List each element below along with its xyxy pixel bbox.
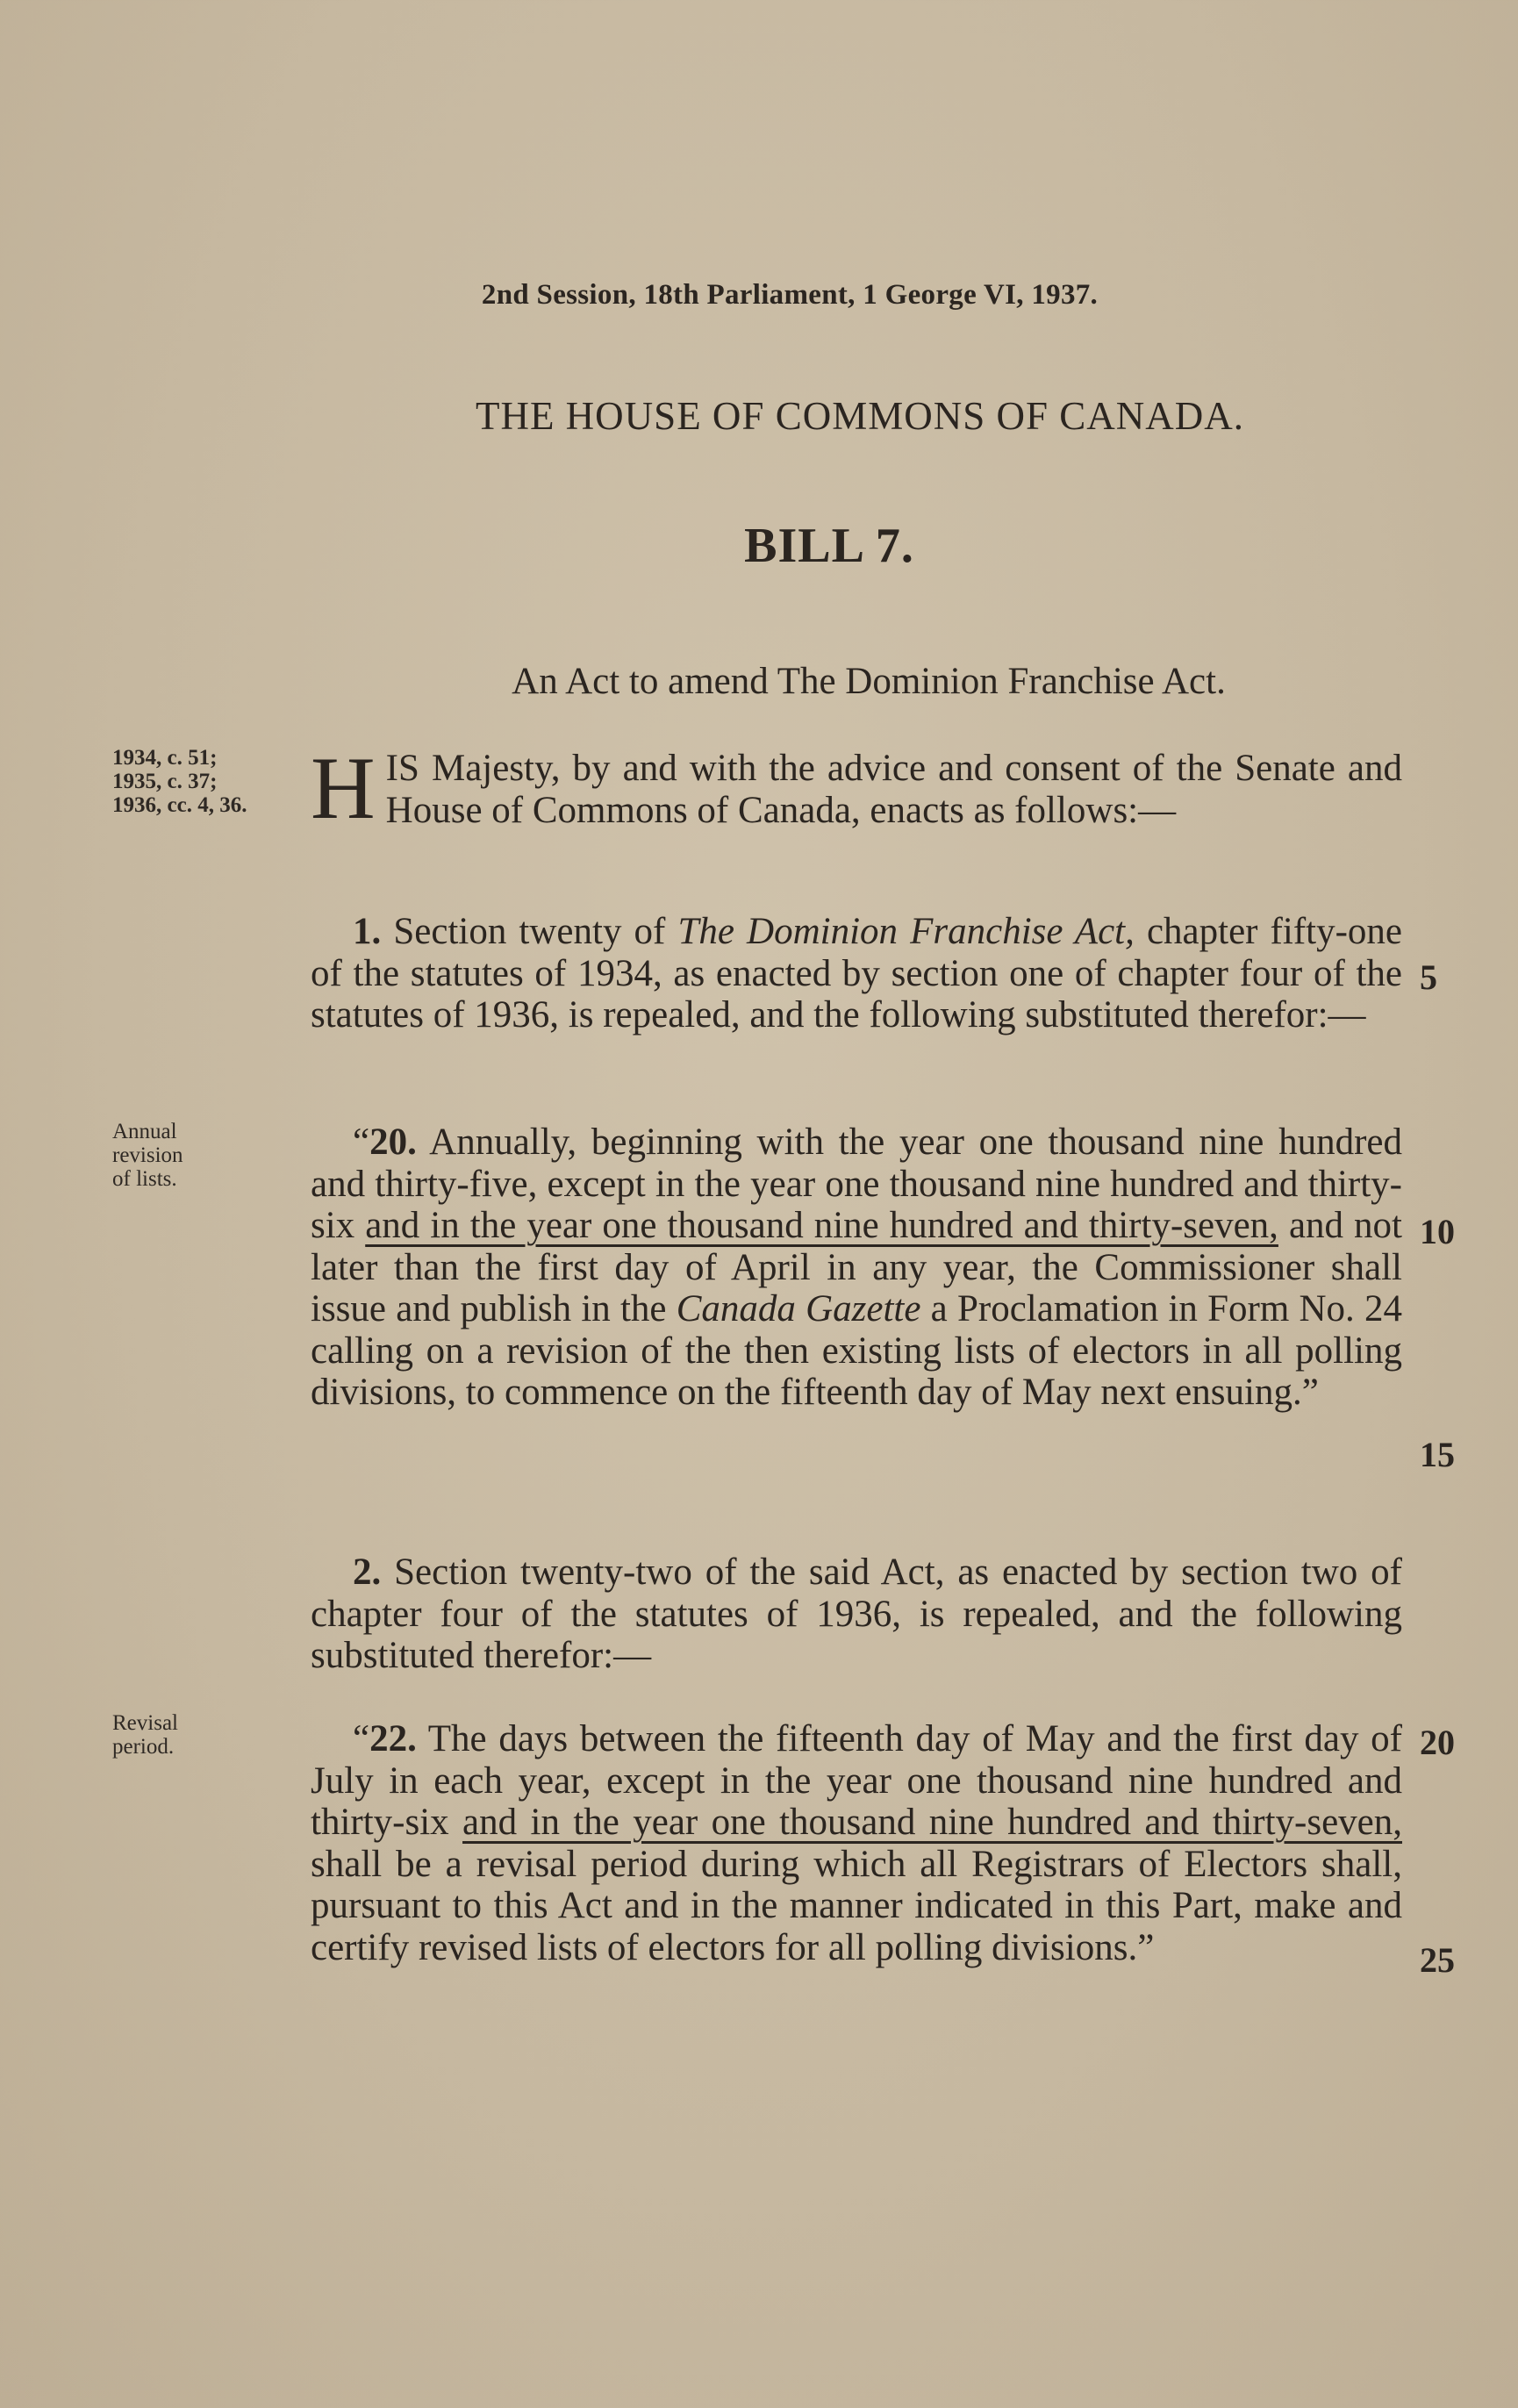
underlined-amendment: and in the year one thousand nine hundred and thirty-seven, bbox=[365, 1205, 1278, 1246]
line-number: 25 bbox=[1420, 1940, 1455, 1980]
act-name-italic: The Dominion Franchise Act, bbox=[677, 911, 1135, 952]
drop-cap: H bbox=[311, 739, 376, 838]
margin-note-citations bbox=[112, 746, 297, 817]
margin-note-line: period. bbox=[112, 1735, 175, 1759]
house-heading: THE HOUSE OF COMMONS OF CANADA. bbox=[475, 394, 1245, 438]
section-number: 20. bbox=[369, 1122, 417, 1163]
section-text: shall be a revisal period during which all Registrars of Electors shall, pursuant to this Act and in the manner indicated in this Part, make and certify revised lists of electors for all polling divisions.” bbox=[311, 1843, 1402, 1968]
section-number: 2. bbox=[353, 1552, 382, 1593]
section-1 bbox=[311, 911, 1402, 1036]
section-number: 1. bbox=[353, 911, 382, 952]
line-number: 20 bbox=[1420, 1723, 1455, 1762]
gazette-italic: Canada Gazette bbox=[676, 1288, 921, 1329]
citation-line: 1935, c. 37; bbox=[112, 770, 218, 793]
act-title: An Act to amend The Dominion Franchise Act. bbox=[512, 661, 1226, 702]
section-22 bbox=[311, 1718, 1402, 1968]
underlined-amendment: and in the year one thousand nine hundred and thirty-seven, bbox=[462, 1802, 1402, 1843]
margin-note-annual-revision bbox=[112, 1120, 297, 1191]
section-number: 22. bbox=[369, 1718, 417, 1759]
section-2 bbox=[311, 1552, 1402, 1677]
session-heading: 2nd Session, 18th Parliament, 1 George VI, 1937. bbox=[481, 279, 1099, 311]
line-number: 15 bbox=[1420, 1435, 1455, 1474]
section-20 bbox=[311, 1122, 1402, 1414]
margin-note-line: revision bbox=[112, 1143, 183, 1167]
margin-note-line: Revisal bbox=[112, 1711, 178, 1735]
section-text: Section twenty of bbox=[381, 911, 678, 952]
section-text: and not later than the first day of April in any year, the Commissioner shall issue and publish in the bbox=[311, 1205, 1402, 1329]
enacting-clause bbox=[311, 739, 1402, 838]
line-number: 5 bbox=[1420, 957, 1437, 997]
margin-note-line: Annual bbox=[112, 1120, 177, 1143]
open-quote: “ bbox=[353, 1122, 370, 1163]
margin-note-line: of lists. bbox=[112, 1167, 177, 1191]
margin-note-revisal-period bbox=[112, 1711, 297, 1759]
citation-line: 1934, c. 51; bbox=[112, 746, 218, 770]
citation-line: 1936, cc. 4, 36. bbox=[112, 793, 247, 817]
open-quote: “ bbox=[353, 1718, 370, 1759]
section-text: The days between the fifteenth day of May and the first day of July in each year, except in the year one thousand nine hundred and thirty-six bbox=[311, 1718, 1402, 1843]
enacting-text: IS Majesty, by and with the advice and consent of the Senate and House of Commons of Canada, enacts as follows:— bbox=[385, 748, 1402, 831]
section-text: a Proclamation in Form No. 24 calling on a revision of the then existing lists of electors in all polling divisions, to commence on the fifteenth day of May next ensuing.” bbox=[311, 1288, 1402, 1413]
section-text: Annually, beginning with the year one thousand nine hundred and thirty-five, except in the year one thousand nine hundred and thirty-six bbox=[311, 1122, 1402, 1246]
line-number: 10 bbox=[1420, 1212, 1455, 1251]
section-text: chapter fifty-one of the statutes of 1934, as enacted by section one of chapter four of the statutes of 1936, is repealed, and the following substituted therefor:— bbox=[311, 911, 1402, 1036]
bill-number: BILL 7. bbox=[744, 519, 914, 573]
section-text: Section twenty-two of the said Act, as enacted by section two of chapter four of the statutes of 1936, is repealed, and the following substituted therefor:— bbox=[311, 1552, 1402, 1676]
